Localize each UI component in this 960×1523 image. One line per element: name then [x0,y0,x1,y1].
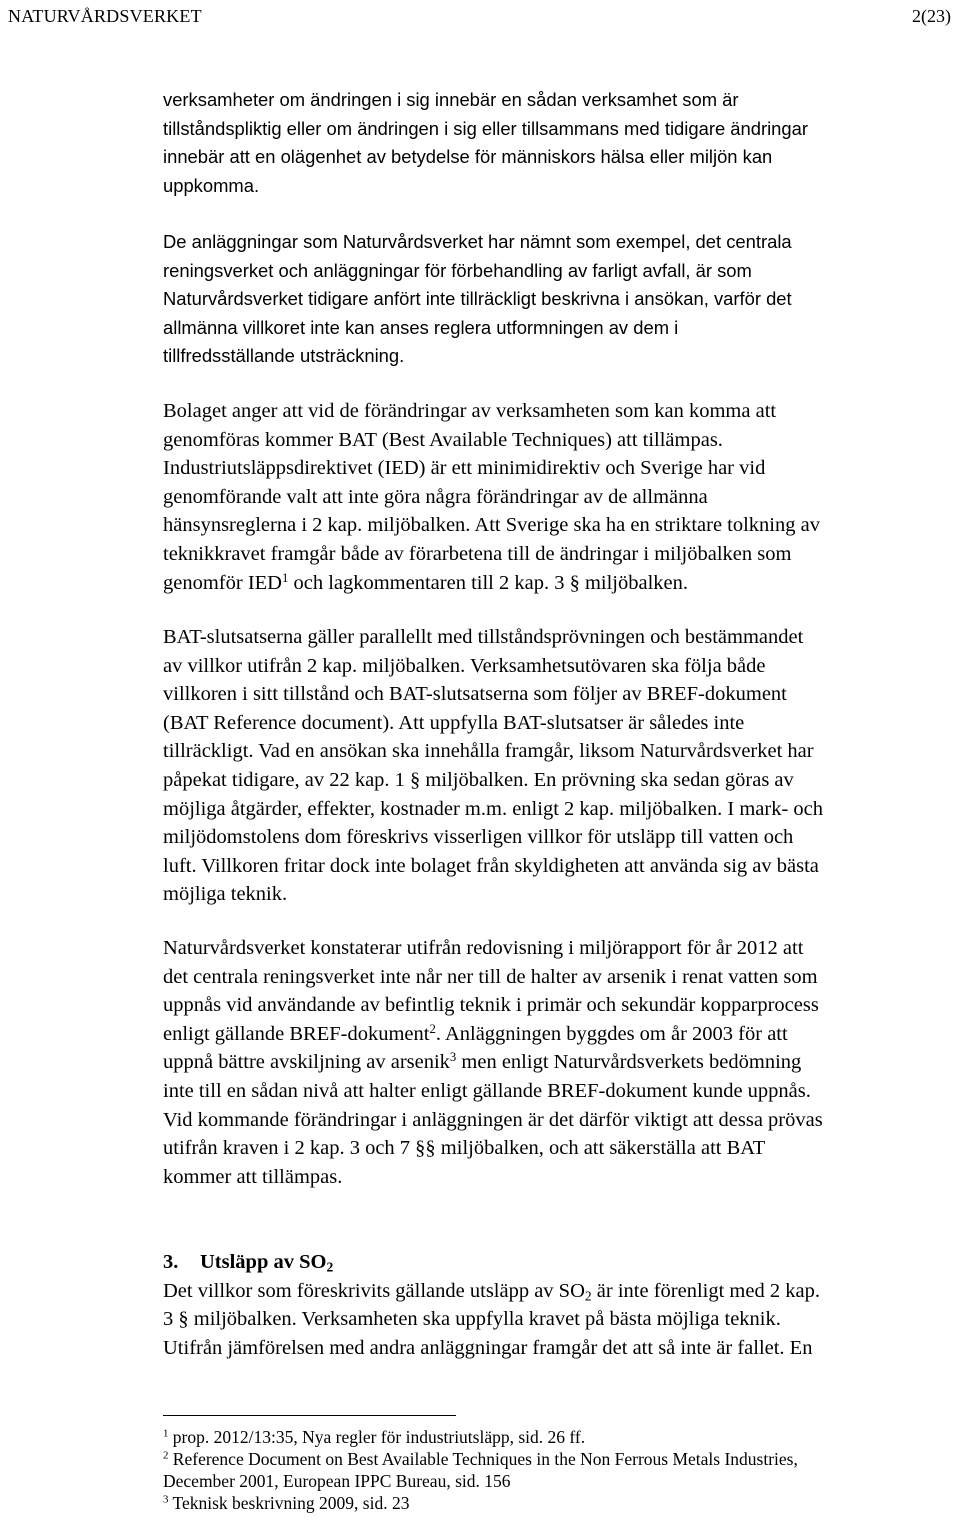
text-line: uppkomma. [163,174,260,196]
footnote-2 [163,1448,953,1470]
text-fragment: och lagkommentaren till 2 kap. 3 § miljöbalken. [288,571,689,594]
text-fragment: är inte förenligt med 2 kap. [591,1279,820,1302]
footnote-number: 1 [163,1427,169,1440]
text-fragment: Det villkor som föreskrivits gällande utsläpp av SO [163,1279,585,1302]
text-line: av villkor utifrån 2 kap. miljöbalken. Verksamhetsutövaren ska följa både [163,654,766,677]
text-fragment: uppnå bättre avskiljning av arsenik [163,1051,450,1074]
section-3 [163,1248,953,1362]
paragraph-3 [163,397,953,597]
page-header [0,4,960,28]
section-title: Utsläpp av SO [200,1251,327,1273]
text-fragment: men enligt Naturvårdsverkets bedömning [456,1051,802,1074]
text-line: hänsynsreglerna i 2 kap. miljöbalken. Att Sverige ska ha en striktare tolkning av [163,514,820,537]
text-line: villkoren i sitt tillstånd och BAT-slutsatserna som följer av BREF-dokument [163,683,787,706]
footnote-ref-3: 3 [449,1050,457,1065]
header-page-number: 2(23) [912,6,951,26]
text-line: utifrån kraven i 2 kap. 3 och 7 §§ miljöbalken, och att säkerställa att BAT [163,1137,766,1160]
text-line: verksamheter om ändringen i sig innebär en sådan verksamhet som är [163,89,739,110]
section-heading [163,1248,953,1277]
section-number: 3. [163,1251,179,1273]
text-line: inte till en sådan nivå att halter enligt gällande BREF-dokument kunde uppnås. [163,1079,811,1102]
text-line: tillräckligt. Vad en ansökan ska innehålla framgår, liksom Naturvårdsverket har [163,740,814,763]
text-line: Utifrån jämförelsen med andra anläggningar framgår det att så inte är fallet. En [163,1336,813,1359]
footnote-text: Teknisk beskrivning 2009, sid. 23 [168,1493,410,1513]
text-line: möjliga teknik. [163,883,288,906]
footnote-text: Reference Document on Best Available Techniques in the Non Ferrous Metals Industries, [168,1449,798,1469]
text-fragment: enligt gällande BREF-dokument [163,1022,430,1045]
header-organization: NATURVÅRDSVERKET [8,6,202,26]
footnote-2-continued: December 2001, European IPPC Bureau, sid. 156 [163,1471,511,1491]
text-line: (BAT Reference document). Att uppfylla BAT-slutsatser är således inte [163,711,745,734]
text-line: reningsverket och anläggningar för förbehandling av farligt avfall, är som [163,259,752,281]
text-line: allmänna villkoret inte kan anses reglera utformningen av dem i [163,316,679,338]
text-line: tillståndspliktig eller om ändringen i sig eller tillsammans med tidigare ändringar [163,117,808,139]
text-line: innebär att en olägenhet av betydelse för människors hälsa eller miljön kan [163,146,773,168]
section-title-subscript: 2 [326,1259,334,1275]
text-line [163,1277,953,1306]
text-line: möjliga åtgärder, effekter, kostnader m.m. enligt 2 kap. miljöbalken. I mark- och [163,797,824,820]
text-line [163,1020,953,1049]
text-line: genomföras kommer BAT (Best Available Techniques) att tillämpas. [163,428,723,451]
paragraph-4 [163,623,953,909]
footnotes [163,1426,953,1514]
footnote-1 [163,1426,953,1448]
text-line: Vid kommande förändringar i anläggningen är det därför viktigt att dessa prövas [163,1108,823,1131]
text-line: 3 § miljöbalken. Verksamheten ska uppfylla kravet på bästa möjliga teknik. [163,1308,781,1331]
subscript: 2 [584,1287,592,1303]
text-line: uppnås vid användande av befintlig teknik i primär och sekundär kopparprocess [163,994,819,1017]
text-line: Bolaget anger att vid de förändringar av verksamheten som kan komma att [163,400,777,422]
paragraph-5 [163,934,953,1191]
text-line: luft. Villkoren fritar dock inte bolaget från skyldigheten att använda sig av bästa [163,854,819,877]
footnote-ref-2: 2 [429,1021,436,1036]
paragraph-1 [163,86,953,200]
text-line: Naturvårdsverket tidigare anfört inte tillräckligt beskrivna i ansökan, varför det [163,288,792,310]
text-line [163,1048,953,1077]
text-line: kommer att tillämpas. [163,1165,343,1188]
text-line: Naturvårdsverket konstaterar utifrån redovisning i miljörapport för år 2012 att [163,937,804,959]
footnote-3 [163,1492,953,1514]
text-line: BAT-slutsatserna gäller parallellt med tillståndsprövningen och bestämmandet [163,626,804,648]
text-line [163,569,953,598]
footnote-text: prop. 2012/13:35, Nya regler för industriutsläpp, sid. 26 ff. [168,1427,586,1447]
text-line: det centrala reningsverket inte når ner till de halter av arsenik i renat vatten som [163,965,818,988]
text-fragment: genomför IED [163,571,282,594]
footnote-ref-1: 1 [281,570,289,585]
paragraph-2 [163,228,953,371]
footnote-number: 3 [163,1493,169,1506]
text-line: miljödomstolens dom föreskrivs visserligen villkor för utsläpp till vatten och [163,826,794,849]
text-fragment: . Anläggningen byggdes om år 2003 för att [435,1022,788,1045]
text-line: tillfredsställande utsträckning. [163,345,405,367]
text-line: Industriutsläppsdirektivet (IED) är ett minimidirektiv och Sverige har vid [163,457,766,480]
text-line: De anläggningar som Naturvårdsverket har nämnt som exempel, det centrala [163,231,792,252]
text-line: teknikkravet framgår både av förarbetena till de ändringar i miljöbalken som [163,542,792,565]
footnote-number: 2 [163,1449,169,1462]
footnote-divider [163,1415,456,1416]
text-line: påpekat tidigare, av 22 kap. 1 § miljöbalken. En prövning ska sedan göras av [163,768,794,791]
text-line: genomförande valt att inte göra några förändringar av de allmänna [163,485,708,508]
